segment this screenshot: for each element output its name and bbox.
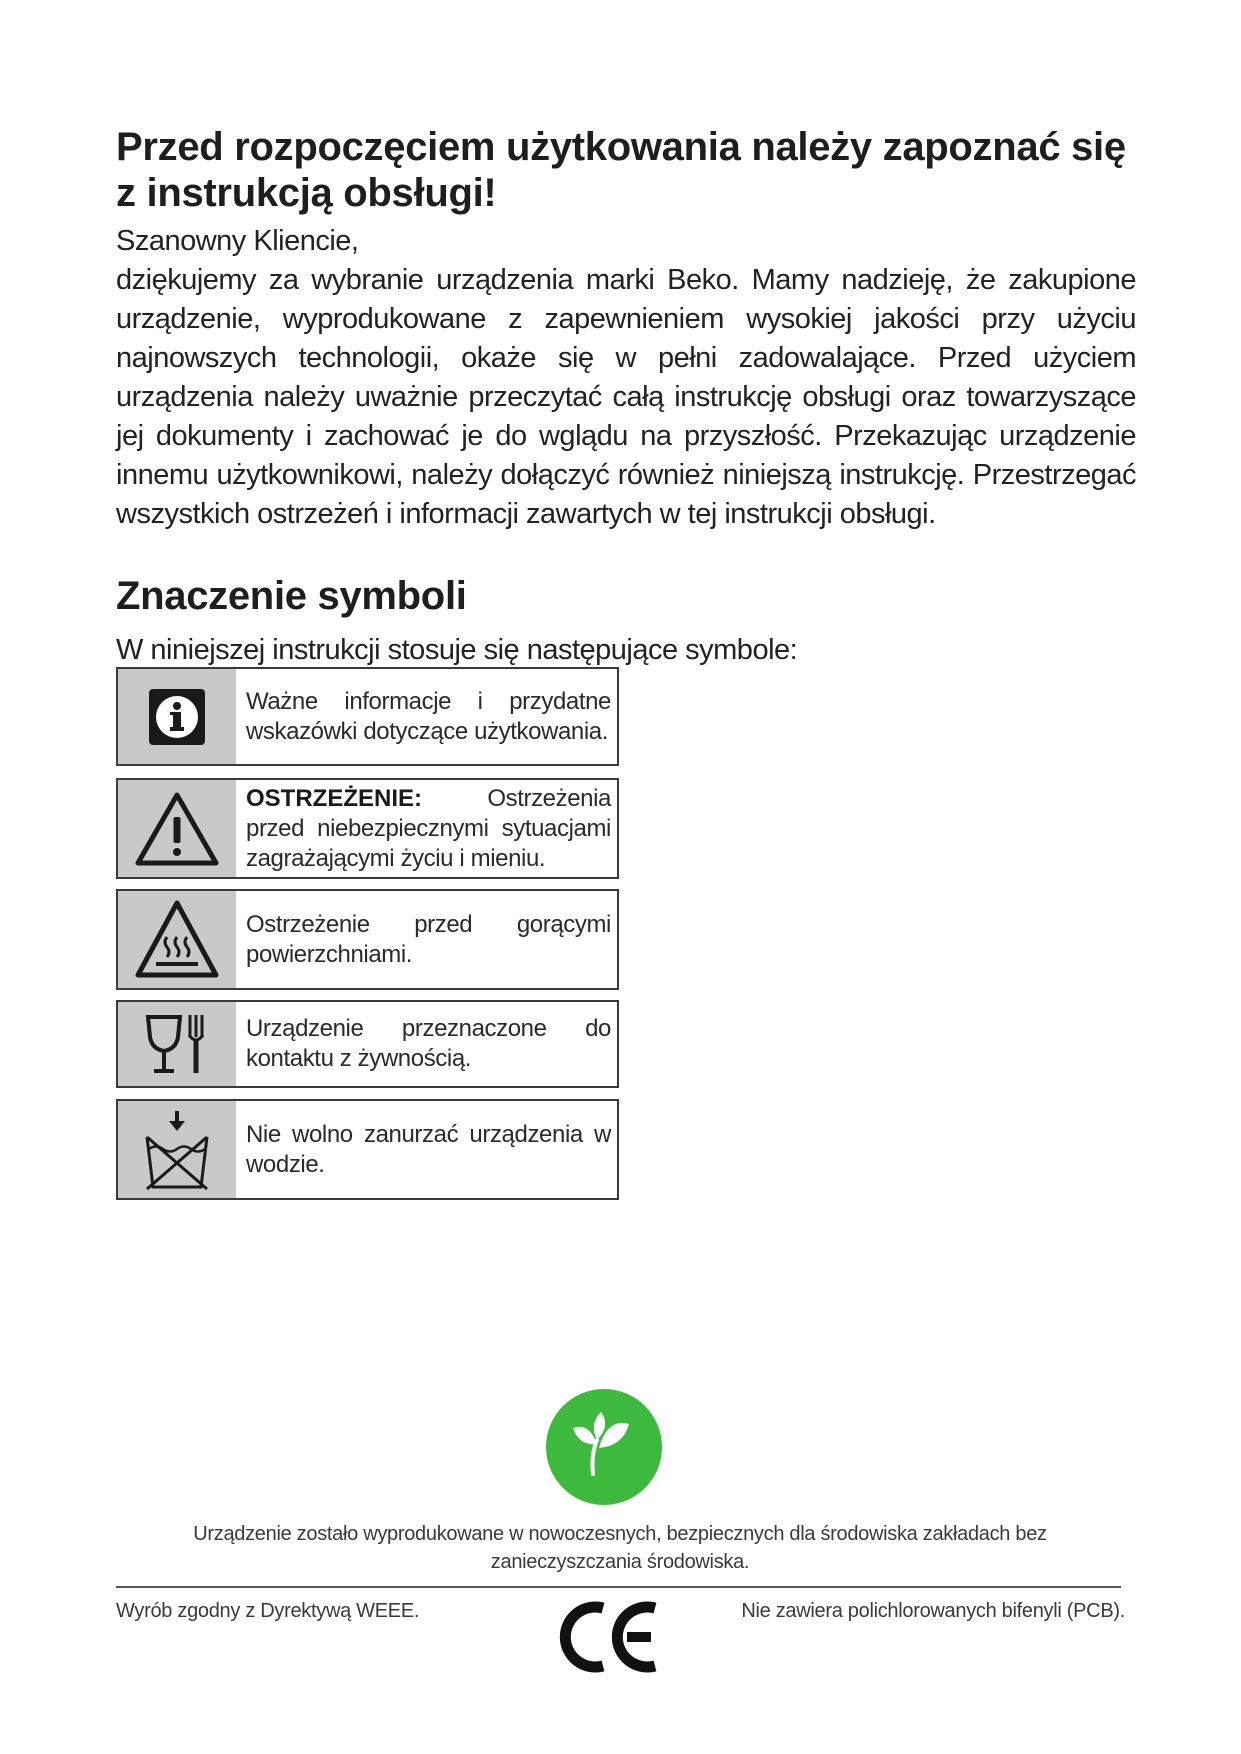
symbols-lead: W niniejszej instrukcji stosuje się następujące symbole:: [116, 634, 798, 666]
warning-label: OSTRZEŻENIE:: [246, 784, 423, 812]
intro-body: dziękujemy za wybranie urządzenia marki Beko. Mamy nadzieję, że zakupione urządzenie, wyprodukowane z zapewnieniem wysokiej jakości przy użyciu najnowszych technologii, okaże się w pełni zadowalające. Przed użyciem urządzenia należy uważnie przeczytać całą instrukcję obsługi oraz towarzyszące jej dokumenty i zachować je do wglądu na przyszłość. Przekazując urządzenie innemu użytkownikowi, należy dołączyć również niniejszą instrukcję. Przestrzegać wszystkich ostrzeżeń i informacji zawartych w tej instrukcji obsługi.: [116, 264, 1136, 530]
eco-leaf-icon: [545, 1388, 663, 1511]
pcb-note: Nie zawiera polichlorowanych bifenyli (PCB).: [741, 1600, 1125, 1622]
symbol-text: Nie wolno zanurzać urządzenia w wodzie.: [246, 1120, 611, 1178]
symbol-text: Ważne informacje i przydatne wskazówki dotyczące użytkowania.: [246, 687, 611, 745]
ce-mark-icon: [555, 1598, 665, 1681]
symbol-row-info: [116, 667, 619, 766]
symbol-row-food-contact: [116, 1000, 619, 1088]
page-title: Przed rozpoczęciem użytkowania należy zapoznać się z instrukcją obsługi!: [116, 125, 1126, 215]
symbol-text: Ostrzeżenie przed gorącymi powierzchniami.: [246, 910, 611, 968]
food-contact-icon: [118, 1002, 236, 1086]
warning-icon: [118, 780, 236, 877]
no-immersion-icon: [118, 1101, 236, 1198]
intro-section: [116, 222, 1136, 534]
symbol-row-warning: [116, 778, 619, 879]
hot-surface-icon: [118, 891, 236, 988]
symbol-row-hot-surface: [116, 889, 619, 990]
info-icon: [118, 669, 236, 764]
greeting: Szanowny Kliencie,: [116, 225, 359, 257]
symbol-row-no-immersion: [116, 1099, 619, 1200]
symbols-title: Znaczenie symboli: [116, 574, 467, 618]
eco-caption: Urządzenie zostało wyprodukowane w nowoczesnych, bezpiecznych dla środowiska zakładach bez zanieczyszczania środowiska.: [193, 1523, 1047, 1573]
footer-divider: [116, 1586, 1121, 1588]
weee-note: Wyrób zgodny z Dyrektywą WEEE.: [116, 1600, 420, 1622]
symbol-text: Urządzenie przeznaczone do kontaktu z żywnością.: [246, 1015, 611, 1072]
symbol-text: OSTRZEŻENIE: Ostrzeżenia przed niebezpiecznymi sytuacjami zagrażającymi życiu i mieniu.: [246, 784, 611, 872]
